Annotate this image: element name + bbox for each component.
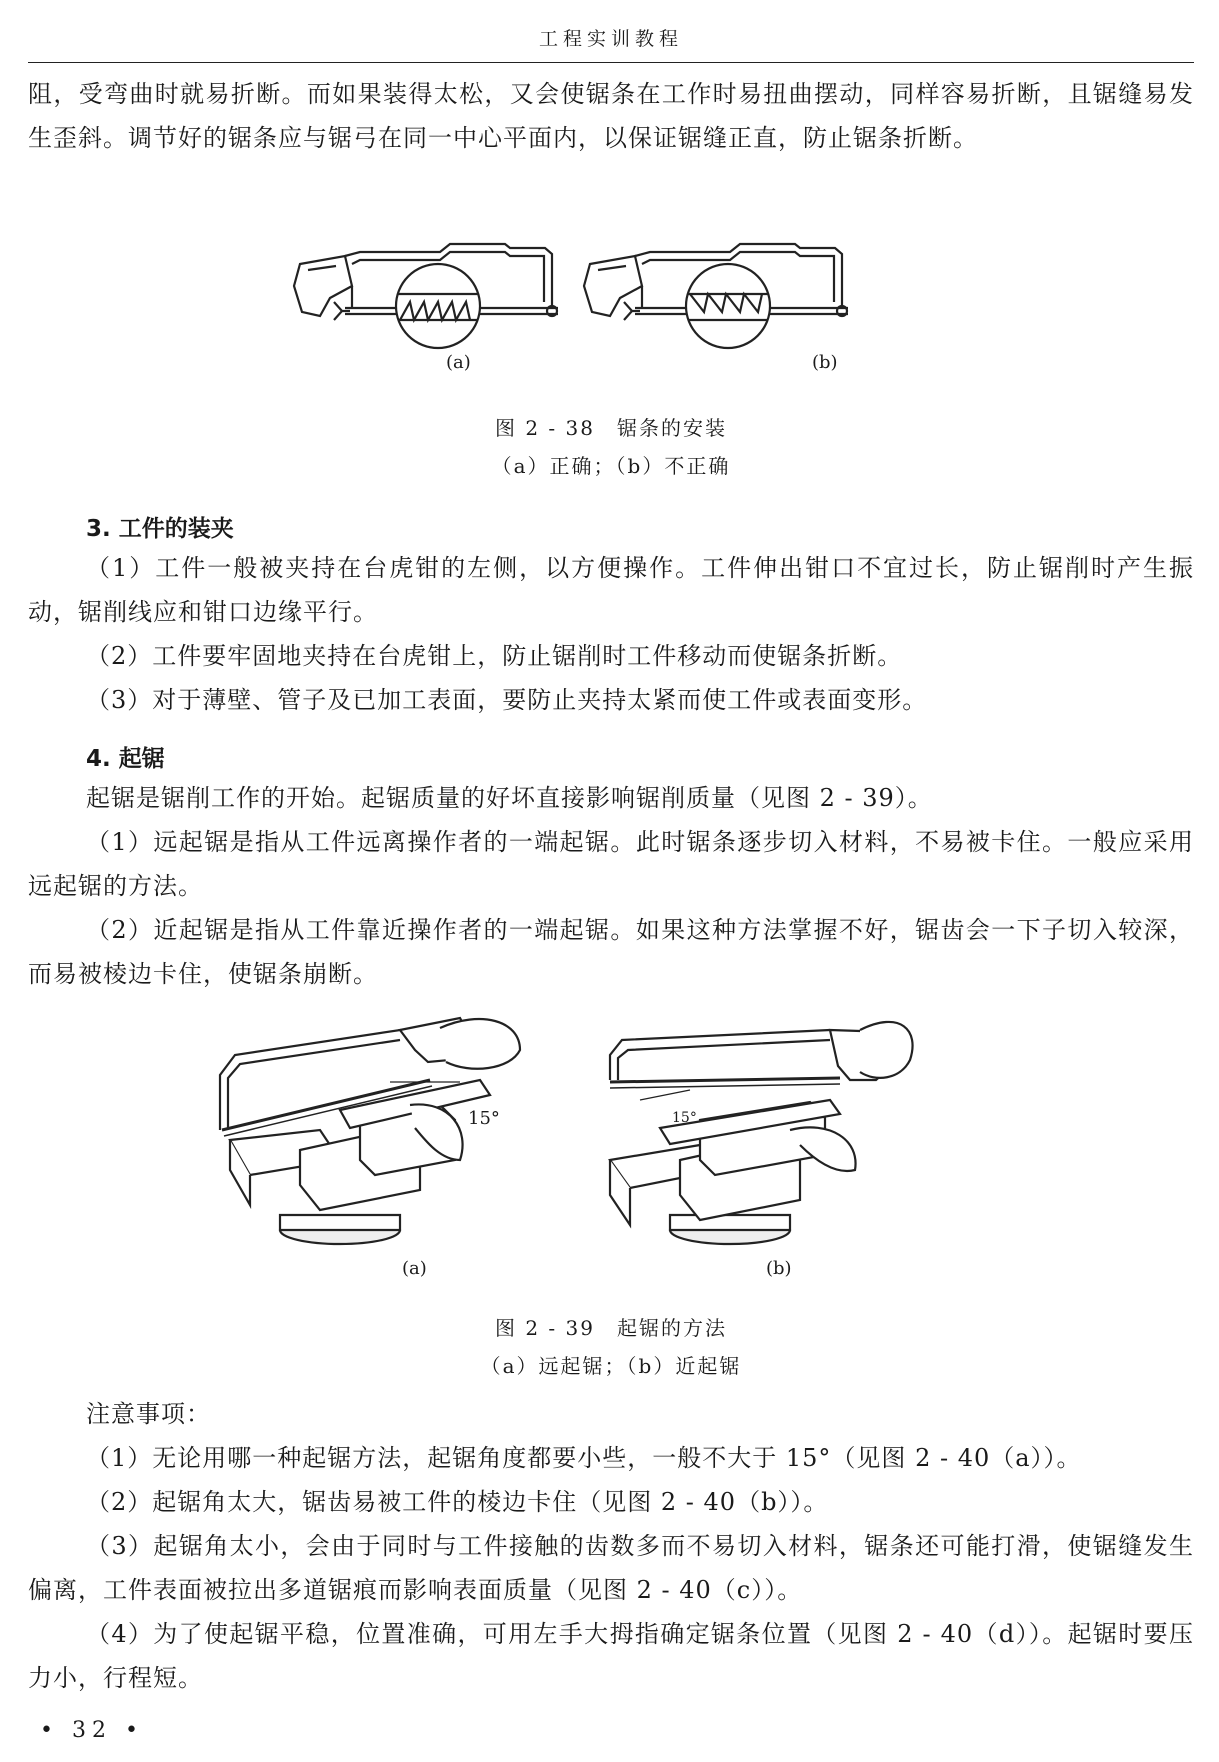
page-number: • 32 • (40, 1718, 144, 1743)
section-3-item-3: （3）对于薄壁、管子及已加工表面，要防止夹持太紧而使工件或表面变形。 (86, 686, 928, 714)
section-3-heading: 3. 工件的装夹 (86, 516, 234, 542)
hacksaw-correct (294, 244, 558, 348)
notes-item-4: （4）为了使起锯平稳，位置准确，可用左手大拇指确定锯条位置（见图 2 - 40（d））。起锯时要压力小，行程短。 (28, 1620, 1194, 1692)
notes-item-2: （2）起锯角太大，锯齿易被工件的棱边卡住（见图 2 - 40（b））。 (86, 1488, 829, 1516)
angle-label-a: 15° (468, 1108, 500, 1129)
figure-2-38-subcaption: （a）正确；（b）不正确 (491, 454, 731, 478)
section-3-item-1: （1）工件一般被夹持在台虎钳的左侧，以方便操作。工件伸出钳口不宜过长，防止锯削时产生振动，锯削线应和钳口边缘平行。 (28, 554, 1194, 626)
section-3-item-2: （2）工件要牢固地夹持在台虎钳上，防止锯削时工件移动而使锯条折断。 (86, 642, 903, 670)
running-header: 工程实训教程 (538, 28, 683, 50)
notes-heading: 注意事项： (86, 1400, 211, 1428)
header-divider (28, 62, 1194, 63)
figure-2-39-subcaption: （a）远起锯；（b）近起锯 (480, 1354, 742, 1378)
section-4-item-2: （2）近起锯是指从工件靠近操作者的一端起锯。如果这种方法掌握不好，锯齿会一下子切入较深，而易被棱边卡住，使锯条崩断。 (28, 916, 1194, 988)
section-4-item-1: （1）远起锯是指从工件远离操作者的一端起锯。此时锯条逐步切入材料，不易被卡住。一般应采用远起锯的方法。 (28, 828, 1194, 900)
notes-item-1: （1）无论用哪一种起锯方法，起锯角度都要小些，一般不大于 15°（见图 2 - 40（a））。 (86, 1444, 1082, 1472)
far-start-scene (220, 1018, 520, 1244)
hacksaw-incorrect (584, 244, 848, 348)
figure-2-39 (210, 1010, 1010, 1260)
section-4-heading: 4. 起锯 (86, 746, 165, 772)
figure-2-39-caption: 图 2 - 39 起锯的方法 (494, 1316, 727, 1340)
figure-2-39-label-b: (b) (766, 1258, 792, 1279)
starting-saw-illustration (210, 1010, 1010, 1260)
section-4-intro: 起锯是锯削工作的开始。起锯质量的好坏直接影响锯削质量（见图 2 - 39）。 (86, 784, 933, 812)
intro-paragraph: 阻，受弯曲时就易折断。而如果装得太松，又会使锯条在工作时易扭曲摆动，同样容易折断，且锯缝易发生歪斜。调节好的锯条应与锯弓在同一中心平面内，以保证锯缝正直，防止锯条折断。 (28, 80, 1194, 152)
figure-2-38-caption: 图 2 - 38 锯条的安装 (494, 416, 727, 440)
figure-2-38-label-b: (b) (812, 352, 838, 373)
notes-item-3: （3）起锯角太小，会由于同时与工件接触的齿数多而不易切入材料，锯条还可能打滑，使锯缝发生偏离，工件表面被拉出多道锯痕而影响表面质量（见图 2 - 40（c））。 (28, 1532, 1194, 1604)
near-start-scene (610, 1022, 913, 1244)
figure-2-39-label-a: (a) (402, 1258, 427, 1279)
angle-label-b: 15° (672, 1110, 697, 1126)
figure-2-38-label-a: (a) (446, 352, 471, 373)
